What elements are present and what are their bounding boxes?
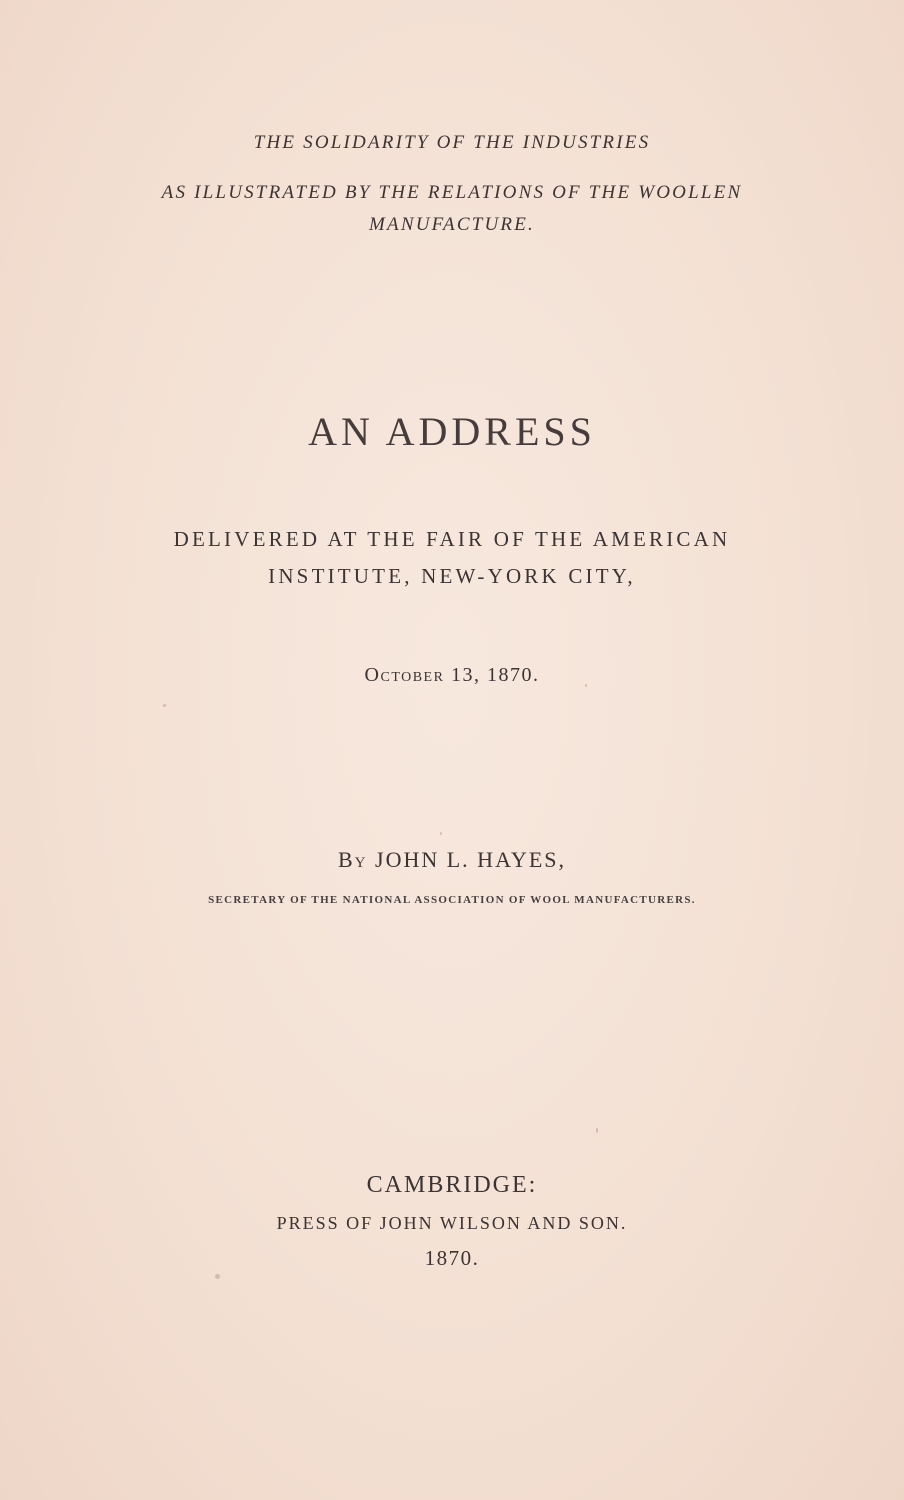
main-title: AN ADDRESS xyxy=(308,409,596,454)
paper-speck xyxy=(596,1128,598,1133)
author-role: SECRETARY OF THE NATIONAL ASSOCIATION OF WOOL MANUFACTURERS. xyxy=(208,894,696,906)
delivered-line-1: DELIVERED AT THE FAIR OF THE AMERICAN xyxy=(173,527,731,551)
series-title-line-3: MANUFACTURE. xyxy=(369,214,535,235)
paper-speck xyxy=(215,1274,220,1279)
author-line xyxy=(0,847,904,873)
paper-speck xyxy=(440,832,442,835)
paper-speck xyxy=(585,684,587,687)
delivered-line-2: INSTITUTE, NEW-YORK CITY, xyxy=(268,564,636,588)
imprint-press: PRESS OF JOHN WILSON AND SON. xyxy=(276,1213,628,1233)
imprint-city: CAMBRIDGE: xyxy=(366,1172,538,1198)
imprint-year: 1870. xyxy=(424,1246,480,1270)
address-date: October 13, 1870. xyxy=(364,664,540,686)
paper-speck xyxy=(163,704,166,707)
author-name: JOHN L. HAYES, xyxy=(375,847,566,872)
author-by: By xyxy=(338,847,368,872)
series-title-line-1: THE SOLIDARITY OF THE INDUSTRIES xyxy=(253,132,651,153)
series-title-line-2: AS ILLUSTRATED BY THE RELATIONS OF THE WOOLLEN xyxy=(161,182,743,203)
